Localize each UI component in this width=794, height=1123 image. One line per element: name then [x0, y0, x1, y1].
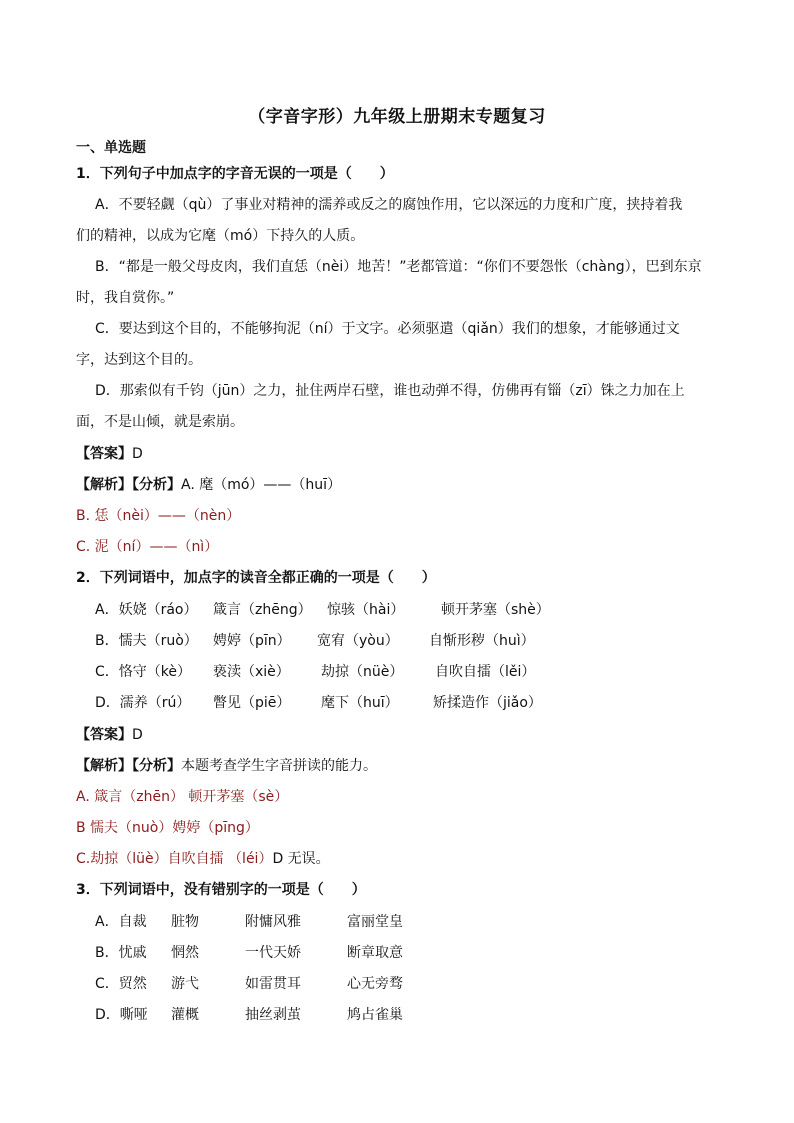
q1-option-a-line1: A．不要轻觑（qù）了事业对精神的濡养或反之的腐蚀作用，它以深远的力度和广度，挟持着我	[95, 197, 683, 213]
option-item: A．妖娆（ráo）	[95, 602, 198, 618]
answer-tag: 【答案】	[76, 446, 132, 462]
option-item: 惊骇（hài）	[327, 602, 405, 618]
option-item: 亵渎（xiè）	[213, 664, 290, 680]
option-item: 富丽堂皇	[347, 914, 403, 930]
q2-option-d	[95, 692, 755, 714]
option-item: 矫揉造作（jiǎo）	[433, 695, 542, 711]
option-item: 附慵风雅	[245, 914, 301, 930]
analysis-line: D 无误。	[272, 851, 330, 867]
q2-option-c	[95, 661, 755, 683]
option-item: 瞥见（piē）	[213, 695, 291, 711]
q1-option-c-line1: C．要达到这个目的，不能够拘泥（ní）于文字。必须驱遣（qiǎn）我们的想象，才能够通过文	[95, 321, 680, 337]
q2-option-a	[95, 599, 755, 621]
analysis-line: C.劫掠（lüè）自吹自擂 （léi）	[76, 851, 273, 867]
option-item: 一代天娇	[245, 945, 301, 961]
option-item: C．恪守（kè）	[95, 664, 191, 680]
q1-option-d-line1: D．那索似有千钧（jūn）之力，扯住两岸石壁，谁也动弹不得，仿佛再有锱（zī）铢之力加在上	[95, 383, 685, 399]
q1-option-b-line2: 时，我自赏你。”	[76, 290, 175, 306]
option-item: D．濡养（rú）	[95, 695, 191, 711]
option-item: 鸠占雀巢	[347, 1007, 403, 1023]
q2-analysis	[76, 755, 736, 777]
q2-analysis-line3	[76, 848, 736, 870]
q1-option-c-line2: 字，达到这个目的。	[76, 352, 202, 368]
q1-answer	[76, 443, 736, 465]
q2-option-b	[95, 630, 755, 652]
q1-analysis	[76, 474, 736, 496]
q3-option-c	[95, 973, 755, 995]
option-item: 麾下（huī）	[321, 695, 399, 711]
page-title: （字音字形）九年级上册期末专题复习	[248, 107, 546, 127]
option-item: C．贸然	[95, 976, 147, 992]
option-item: 抽丝剥茧	[245, 1007, 301, 1023]
option-item: 顿开茅塞（shè）	[441, 602, 550, 618]
q2-analysis-line1: A. 箴言（zhēn） 顿开茅塞（sè）	[76, 789, 289, 805]
option-item: 惘然	[171, 945, 199, 961]
section-heading: 一、单选题	[76, 140, 146, 156]
analysis-tag: 【解析】【分析】	[76, 477, 181, 493]
q3-option-b	[95, 942, 755, 964]
option-item: 娉婷（pīn）	[213, 633, 291, 649]
option-item: 自吹自擂（lěi）	[435, 664, 536, 680]
option-item: D．嘶哑	[95, 1007, 148, 1023]
q1-option-a-line2: 们的精神，以成为它麾（mó）下持久的人质。	[76, 228, 365, 244]
option-item: 灌概	[171, 1007, 199, 1023]
question-2-stem: 2．下列词语中，加点字的读音全都正确的一项是（ ）	[76, 570, 436, 586]
option-item: 劫掠（nüè）	[321, 664, 404, 680]
analysis-tag: 【解析】【分析】	[76, 758, 181, 774]
option-item: B．忧戚	[95, 945, 147, 961]
option-item: 游弋	[171, 976, 199, 992]
answer-value: D	[132, 446, 143, 462]
option-item: 箴言（zhēng）	[213, 602, 312, 618]
question-3-stem: 3．下列词语中，没有错别字的一项是（ ）	[76, 882, 366, 898]
option-item: B．懦夫（ruò）	[95, 633, 198, 649]
option-item: 心无旁骛	[347, 976, 403, 992]
answer-tag: 【答案】	[76, 727, 132, 743]
answer-value: D	[132, 727, 143, 743]
option-item: 如雷贯耳	[245, 976, 301, 992]
question-1-stem: 1．下列句子中加点字的字音无误的一项是（ ）	[76, 166, 394, 182]
analysis-line: A. 麾（mó）——（huī）	[181, 477, 342, 493]
option-item: 宽宥（yòu）	[317, 633, 399, 649]
q1-analysis-line3: C. 泥（ní）——（nì）	[76, 539, 219, 555]
q1-option-b-line1: B．“都是一般父母皮肉，我们直恁（nèi）地苦！”老都管道：“你们不要怨怅（chàng），巴到东京	[95, 259, 702, 275]
q2-analysis-line2: B 懦夫（nuò）娉婷（pīng）	[76, 820, 259, 836]
option-item: 脏物	[171, 914, 199, 930]
q2-answer	[76, 724, 736, 746]
option-item: A．自裁	[95, 914, 147, 930]
option-item: 自惭形秽（huì）	[429, 633, 535, 649]
analysis-text: 本题考查学生字音拼读的能力。	[181, 758, 377, 774]
q1-analysis-line2: B. 恁（nèi）——（nèn）	[76, 508, 241, 524]
q3-option-a	[95, 911, 755, 933]
option-item: 断章取意	[347, 945, 403, 961]
q1-option-d-line2: 面，不是山倾，就是索崩。	[76, 414, 244, 430]
q3-option-d	[95, 1004, 755, 1026]
